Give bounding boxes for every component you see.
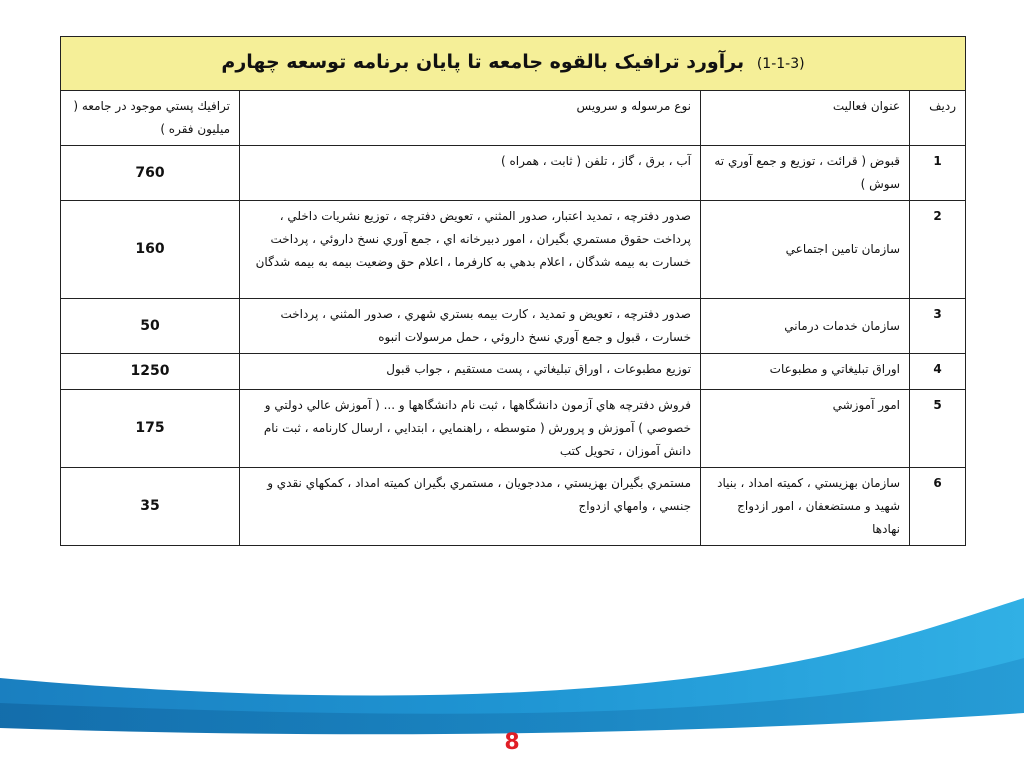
row-number: 5	[910, 390, 966, 468]
row-service: صدور دفترچه ، تمديد اعتبار، صدور المثني ، تعويض دفترچه ، توزيع نشريات داخلي ، پرداخت حقوق مستمري بگيران ، امور دبيرخانه اي ، جمع آوري نسخ داروئي ، پرداخت خسارت به بيمه شدگان ، اعلام بدهي به كارفرما ، اعلام حق وضعيت بيمه به بيمه شدگان	[240, 201, 701, 299]
header-row-number: رديف	[910, 91, 966, 146]
row-service: فروش دفترچه هاي آزمون دانشگاهها ، ثبت نام دانشگاهها و ... ( آموزش عالي دولتي و خصوصي ) آموزش و پرورش ( متوسطه ، راهنمايي ، ابتدايي ، ارسال كارنامه ، ثبت نام دانش آموزان ، تحويل كتب	[240, 390, 701, 468]
row-service: آب ، برق ، گاز ، تلفن ( ثابت ، همراه )	[240, 146, 701, 201]
table-row	[61, 354, 966, 390]
table-row	[61, 146, 966, 201]
row-traffic: 1250	[61, 354, 240, 390]
row-service: صدور دفترچه ، تعويض و تمديد ، كارت بيمه بستري شهري ، صدور المثني ، پرداخت خسارت ، قبول و جمع آوري نسخ داروئي ، حمل مرسولات انبوه	[240, 299, 701, 354]
row-number: 2	[910, 201, 966, 299]
traffic-estimate-table	[60, 36, 966, 546]
header-traffic: ترافيك پستي موجود در جامعه ( ميليون فقره )	[61, 91, 240, 146]
header-row	[61, 91, 966, 146]
row-number: 4	[910, 354, 966, 390]
header-activity: عنوان فعاليت	[701, 91, 910, 146]
table-title	[61, 37, 966, 91]
title-number: (1-1-3)	[756, 56, 805, 72]
row-activity: اوراق تبليغاتي و مطبوعات	[701, 354, 910, 390]
row-traffic: 50	[61, 299, 240, 354]
row-traffic: 760	[61, 146, 240, 201]
row-service: مستمري بگيران بهزيستي ، مددجويان ، مستمري بگيران كميته امداد ، كمكهاي نقدي و جنسي ، وامهاي ازدواج	[240, 468, 701, 546]
row-number: 1	[910, 146, 966, 201]
row-activity: امور آموزشي	[701, 390, 910, 468]
row-activity: سازمان بهزيستي ، كميته امداد ، بنياد شهيد و مستضعفان ، امور ازدواج نهادها	[701, 468, 910, 546]
table-row	[61, 299, 966, 354]
row-traffic: 175	[61, 390, 240, 468]
row-service: توزيع مطبوعات ، اوراق تبليغاتي ، پست مستقيم ، جواب قبول	[240, 354, 701, 390]
row-number: 3	[910, 299, 966, 354]
table-row	[61, 390, 966, 468]
header-service: نوع مرسوله و سرويس	[240, 91, 701, 146]
row-traffic: 160	[61, 201, 240, 299]
row-activity: سازمان خدمات درماني	[701, 299, 910, 354]
table-row	[61, 201, 966, 299]
row-activity: قبوض ( قرائت ، توزيع و جمع آوري ته سوش )	[701, 146, 910, 201]
row-traffic: 35	[61, 468, 240, 546]
table-row	[61, 468, 966, 546]
page-number: 8	[504, 730, 520, 755]
title-text: برآورد ترافیک بالقوه جامعه تا پایان برنامه توسعه چهارم	[221, 51, 745, 73]
row-number: 6	[910, 468, 966, 546]
row-activity: سازمان تامين اجتماعي	[701, 201, 910, 299]
